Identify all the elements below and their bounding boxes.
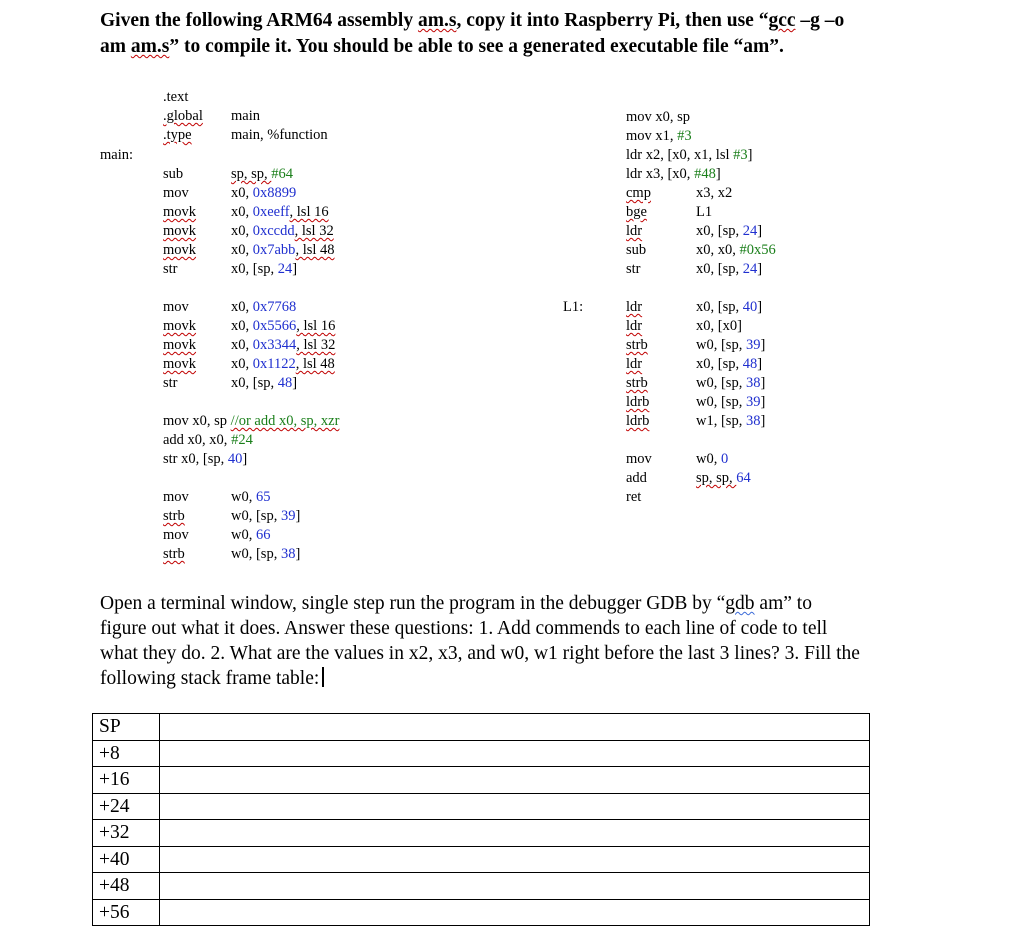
operand: x0, [sp,	[696, 223, 743, 239]
table-row	[93, 740, 870, 767]
code-text: mov x0, sp	[626, 109, 691, 125]
text-cursor	[322, 667, 324, 687]
code-line	[163, 184, 335, 203]
heading-text: –g –o	[795, 10, 845, 31]
opcode: movk	[163, 242, 197, 258]
code-directives	[163, 88, 328, 145]
opcode: movk	[163, 223, 197, 239]
opcode: movk	[163, 318, 197, 334]
value-cell[interactable]	[160, 740, 870, 767]
opcode: strb	[626, 337, 648, 353]
code-text: mov x0, sp	[163, 413, 231, 429]
heading-filename: am.s	[130, 36, 170, 57]
heading-line-1	[100, 8, 980, 34]
immediate: #3	[677, 128, 692, 144]
operand-tail: ]	[760, 413, 766, 429]
opcode: ldr	[626, 318, 643, 334]
opcode: ret	[626, 489, 642, 505]
operand-tail: , lsl 32	[296, 337, 336, 353]
operand-tail: ]	[292, 261, 298, 277]
instructions-text: am” to	[754, 593, 812, 614]
code-text: ldr x3, [x0,	[626, 166, 695, 182]
instructions-line	[100, 666, 980, 691]
code-block-left-3	[163, 412, 339, 469]
code-line	[626, 469, 751, 488]
operand: L1	[696, 204, 713, 220]
code-block-left-2	[163, 298, 335, 393]
directive-op: .type	[163, 127, 192, 143]
heading-gcc: gcc	[768, 10, 796, 31]
immediate: #48	[694, 166, 716, 182]
heading-line-2	[100, 34, 980, 60]
immediate: 0x7abb	[252, 242, 296, 258]
operand: x0,	[231, 185, 253, 201]
code-line	[163, 431, 339, 450]
opcode: str	[163, 375, 178, 391]
table-row	[93, 846, 870, 873]
immediate: 0x1122	[252, 356, 296, 372]
instructions-line: figure out what it does. Answer these questions: 1. Add commends to each line of code to tell	[100, 618, 828, 639]
operand: x0, [sp,	[696, 299, 743, 315]
opcode: ldrb	[626, 413, 650, 429]
code-line	[163, 241, 335, 260]
opcode: ldr	[626, 356, 643, 372]
immediate: 0x3344	[252, 337, 297, 353]
immediate: 39	[280, 508, 296, 524]
value-cell[interactable]	[160, 767, 870, 794]
code-line	[626, 165, 752, 184]
code-text: add x0, x0,	[163, 432, 232, 448]
opcode: str	[626, 261, 641, 277]
code-text: mov x1,	[626, 128, 678, 144]
offset-cell: +56	[93, 899, 160, 926]
code-line	[163, 336, 335, 355]
code-block-right-4	[626, 450, 751, 507]
opcode: sub	[163, 166, 184, 182]
code-line	[626, 488, 751, 507]
code-line	[626, 241, 776, 260]
value-cell[interactable]	[160, 820, 870, 847]
opcode: cmp	[626, 185, 651, 201]
code-line	[163, 317, 335, 336]
stack-frame-table	[92, 713, 870, 926]
code-line	[163, 165, 335, 184]
heading-text: am	[100, 36, 131, 57]
code-line	[163, 450, 339, 469]
instructions-gdb: gdb	[725, 593, 755, 614]
immediate: #64	[271, 166, 294, 182]
operand: sp, sp,	[231, 166, 272, 182]
opcode: mov	[163, 299, 189, 315]
instructions-line: what they do. 2. What are the values in x2, x3, and w0, w1 right before the last 3 lines? 3. Fill the	[100, 643, 860, 664]
immediate: 40	[742, 299, 758, 315]
offset-cell: +40	[93, 846, 160, 873]
immediate: 0	[720, 451, 729, 467]
operand: x0,	[231, 299, 253, 315]
operand: w1, [sp,	[696, 413, 746, 429]
directive-op: .text	[163, 89, 189, 105]
operand-tail: ]	[757, 223, 763, 239]
table-row	[93, 899, 870, 926]
code-line	[626, 146, 752, 165]
operand-tail: ]	[715, 166, 721, 182]
operand-tail: , lsl 32	[294, 223, 334, 239]
operand-tail: , lsl 16	[289, 204, 329, 220]
immediate: 0x7768	[252, 299, 297, 315]
code-line	[626, 203, 776, 222]
operand-tail: ]	[757, 356, 763, 372]
code-block-right-2	[626, 184, 776, 279]
main-label: main:	[100, 147, 134, 163]
code-line	[163, 203, 335, 222]
immediate: 0x5566	[252, 318, 297, 334]
code-block-right-3	[626, 298, 765, 431]
immediate: 64	[736, 470, 751, 486]
operand-tail: ]	[757, 299, 763, 315]
immediate: 38	[745, 413, 761, 429]
operand-tail: ]	[747, 147, 753, 163]
offset-cell: +24	[93, 793, 160, 820]
opcode: ldr	[626, 299, 643, 315]
operand: x0,	[231, 337, 253, 353]
operand-tail: ]	[292, 375, 298, 391]
operand: w0, [sp,	[696, 375, 746, 391]
immediate: 39	[745, 394, 761, 410]
code-line	[626, 108, 752, 127]
code-line	[163, 545, 300, 564]
immediate: 0xccdd	[252, 223, 295, 239]
opcode: mov	[163, 527, 189, 543]
opcode: ldrb	[626, 394, 650, 410]
code-line	[626, 260, 776, 279]
directive-op: .global	[163, 108, 203, 124]
immediate: 0x8899	[252, 185, 297, 201]
code-block-left-4	[163, 488, 300, 564]
operand: w0,	[696, 451, 721, 467]
operand: sp, sp,	[696, 470, 737, 486]
operand-tail: , lsl 16	[296, 318, 336, 334]
immediate: 38	[280, 546, 296, 562]
code-text: ldr x2, [x0, x1, lsl	[626, 147, 734, 163]
opcode: mov	[163, 185, 189, 201]
operand-tail: ]	[757, 261, 763, 277]
heading-text: Given the following ARM64 assembly	[100, 10, 418, 31]
operand: x0, x0,	[696, 242, 740, 258]
immediate: #0x56	[739, 242, 776, 258]
operand-tail: ]	[242, 451, 248, 467]
operand-tail: ]	[760, 375, 766, 391]
immediate: #24	[231, 432, 253, 448]
code-line	[626, 374, 765, 393]
opcode: movk	[163, 337, 197, 353]
code-line	[163, 526, 300, 545]
opcode: mov	[626, 451, 652, 467]
table-row	[93, 820, 870, 847]
table-row	[93, 873, 870, 900]
code-line	[626, 317, 765, 336]
value-cell[interactable]	[160, 899, 870, 926]
operand-tail: ]	[295, 508, 301, 524]
immediate: 40	[227, 451, 243, 467]
operand: w0,	[231, 489, 256, 505]
immediate: 24	[277, 261, 293, 277]
immediate: 65	[255, 489, 271, 505]
operand: w0, [sp,	[696, 337, 746, 353]
code-line	[163, 222, 335, 241]
code-line	[626, 336, 765, 355]
operand: w0, [sp,	[231, 508, 281, 524]
l1-label: L1:	[563, 299, 584, 315]
operand: x0, [sp,	[696, 261, 743, 277]
immediate: 24	[742, 261, 758, 277]
opcode: strb	[163, 508, 185, 524]
heading-filename: am.s	[417, 10, 457, 31]
operand: x0,	[231, 223, 253, 239]
opcode: sub	[626, 242, 647, 258]
value-cell[interactable]	[160, 873, 870, 900]
opcode: ldr	[626, 223, 643, 239]
code-line	[163, 507, 300, 526]
offset-cell: +16	[93, 767, 160, 794]
code-line	[163, 355, 335, 374]
immediate: 48	[742, 356, 758, 372]
operand: x0, [sp,	[231, 375, 278, 391]
operand-tail: ]	[760, 337, 766, 353]
code-line	[163, 412, 339, 431]
immediate: 39	[745, 337, 761, 353]
immediate: 24	[742, 223, 758, 239]
operand-tail: ]	[295, 546, 301, 562]
immediate: 0xeeff	[252, 204, 290, 220]
directive-arg: main, %function	[231, 127, 328, 143]
operand: w0, [sp,	[231, 546, 281, 562]
opcode: movk	[163, 356, 197, 372]
opcode: strb	[626, 375, 648, 391]
code-block-left-1	[163, 165, 335, 279]
instructions-text: following stack frame table:	[100, 668, 320, 689]
heading-text: ” to compile it. You should be able to see a generated executable file “am”.	[169, 36, 784, 57]
instructions-text: Open a terminal window, single step run the program in the debugger GDB by “	[100, 593, 726, 614]
code-line	[626, 355, 765, 374]
code-line	[163, 488, 300, 507]
opcode: strb	[163, 546, 185, 562]
code-line	[626, 450, 751, 469]
instructions-line	[100, 591, 980, 616]
operand: x3, x2	[696, 185, 733, 201]
code-line	[163, 298, 335, 317]
operand: x0, [x0]	[696, 318, 742, 334]
value-cell[interactable]	[160, 793, 870, 820]
code-line	[626, 298, 765, 317]
immediate: 66	[255, 527, 271, 543]
operand: x0,	[231, 356, 253, 372]
assignment-heading	[100, 8, 980, 60]
operand-tail: , lsl 48	[295, 356, 335, 372]
value-cell[interactable]	[160, 714, 870, 741]
operand-tail: , lsl 48	[295, 242, 335, 258]
code-line	[163, 374, 335, 393]
operand: w0, [sp,	[696, 394, 746, 410]
operand-tail: ]	[760, 394, 766, 410]
opcode: movk	[163, 204, 197, 220]
immediate: 48	[277, 375, 293, 391]
code-line	[163, 126, 328, 145]
offset-cell: +48	[93, 873, 160, 900]
code-line	[626, 184, 776, 203]
offset-cell: +32	[93, 820, 160, 847]
operand: x0,	[231, 242, 253, 258]
value-cell[interactable]	[160, 846, 870, 873]
code-line	[163, 260, 335, 279]
code-line	[626, 127, 752, 146]
immediate: #3	[733, 147, 748, 163]
code-line	[163, 107, 328, 126]
table-row	[93, 767, 870, 794]
code-text: str x0, [sp,	[163, 451, 228, 467]
operand: x0,	[231, 318, 253, 334]
opcode: bge	[626, 204, 647, 220]
opcode: mov	[163, 489, 189, 505]
code-comment: //or add x0, sp, xzr	[230, 413, 340, 429]
operand: x0, [sp,	[696, 356, 743, 372]
operand: w0,	[231, 527, 256, 543]
code-line	[626, 393, 765, 412]
directive-arg: main	[231, 108, 260, 124]
opcode: str	[163, 261, 178, 277]
heading-text: , copy it into Raspberry Pi, then use “	[456, 10, 769, 31]
instructions-paragraph	[100, 591, 980, 691]
code-block-right-1	[626, 108, 752, 184]
code-line	[163, 88, 328, 107]
operand: x0,	[231, 204, 253, 220]
code-line	[626, 222, 776, 241]
offset-cell: +8	[93, 740, 160, 767]
opcode: add	[626, 470, 647, 486]
immediate: 38	[745, 375, 761, 391]
table-row	[93, 793, 870, 820]
operand: x0, [sp,	[231, 261, 278, 277]
offset-cell: SP	[93, 714, 160, 741]
code-line	[626, 412, 765, 431]
table-row	[93, 714, 870, 741]
